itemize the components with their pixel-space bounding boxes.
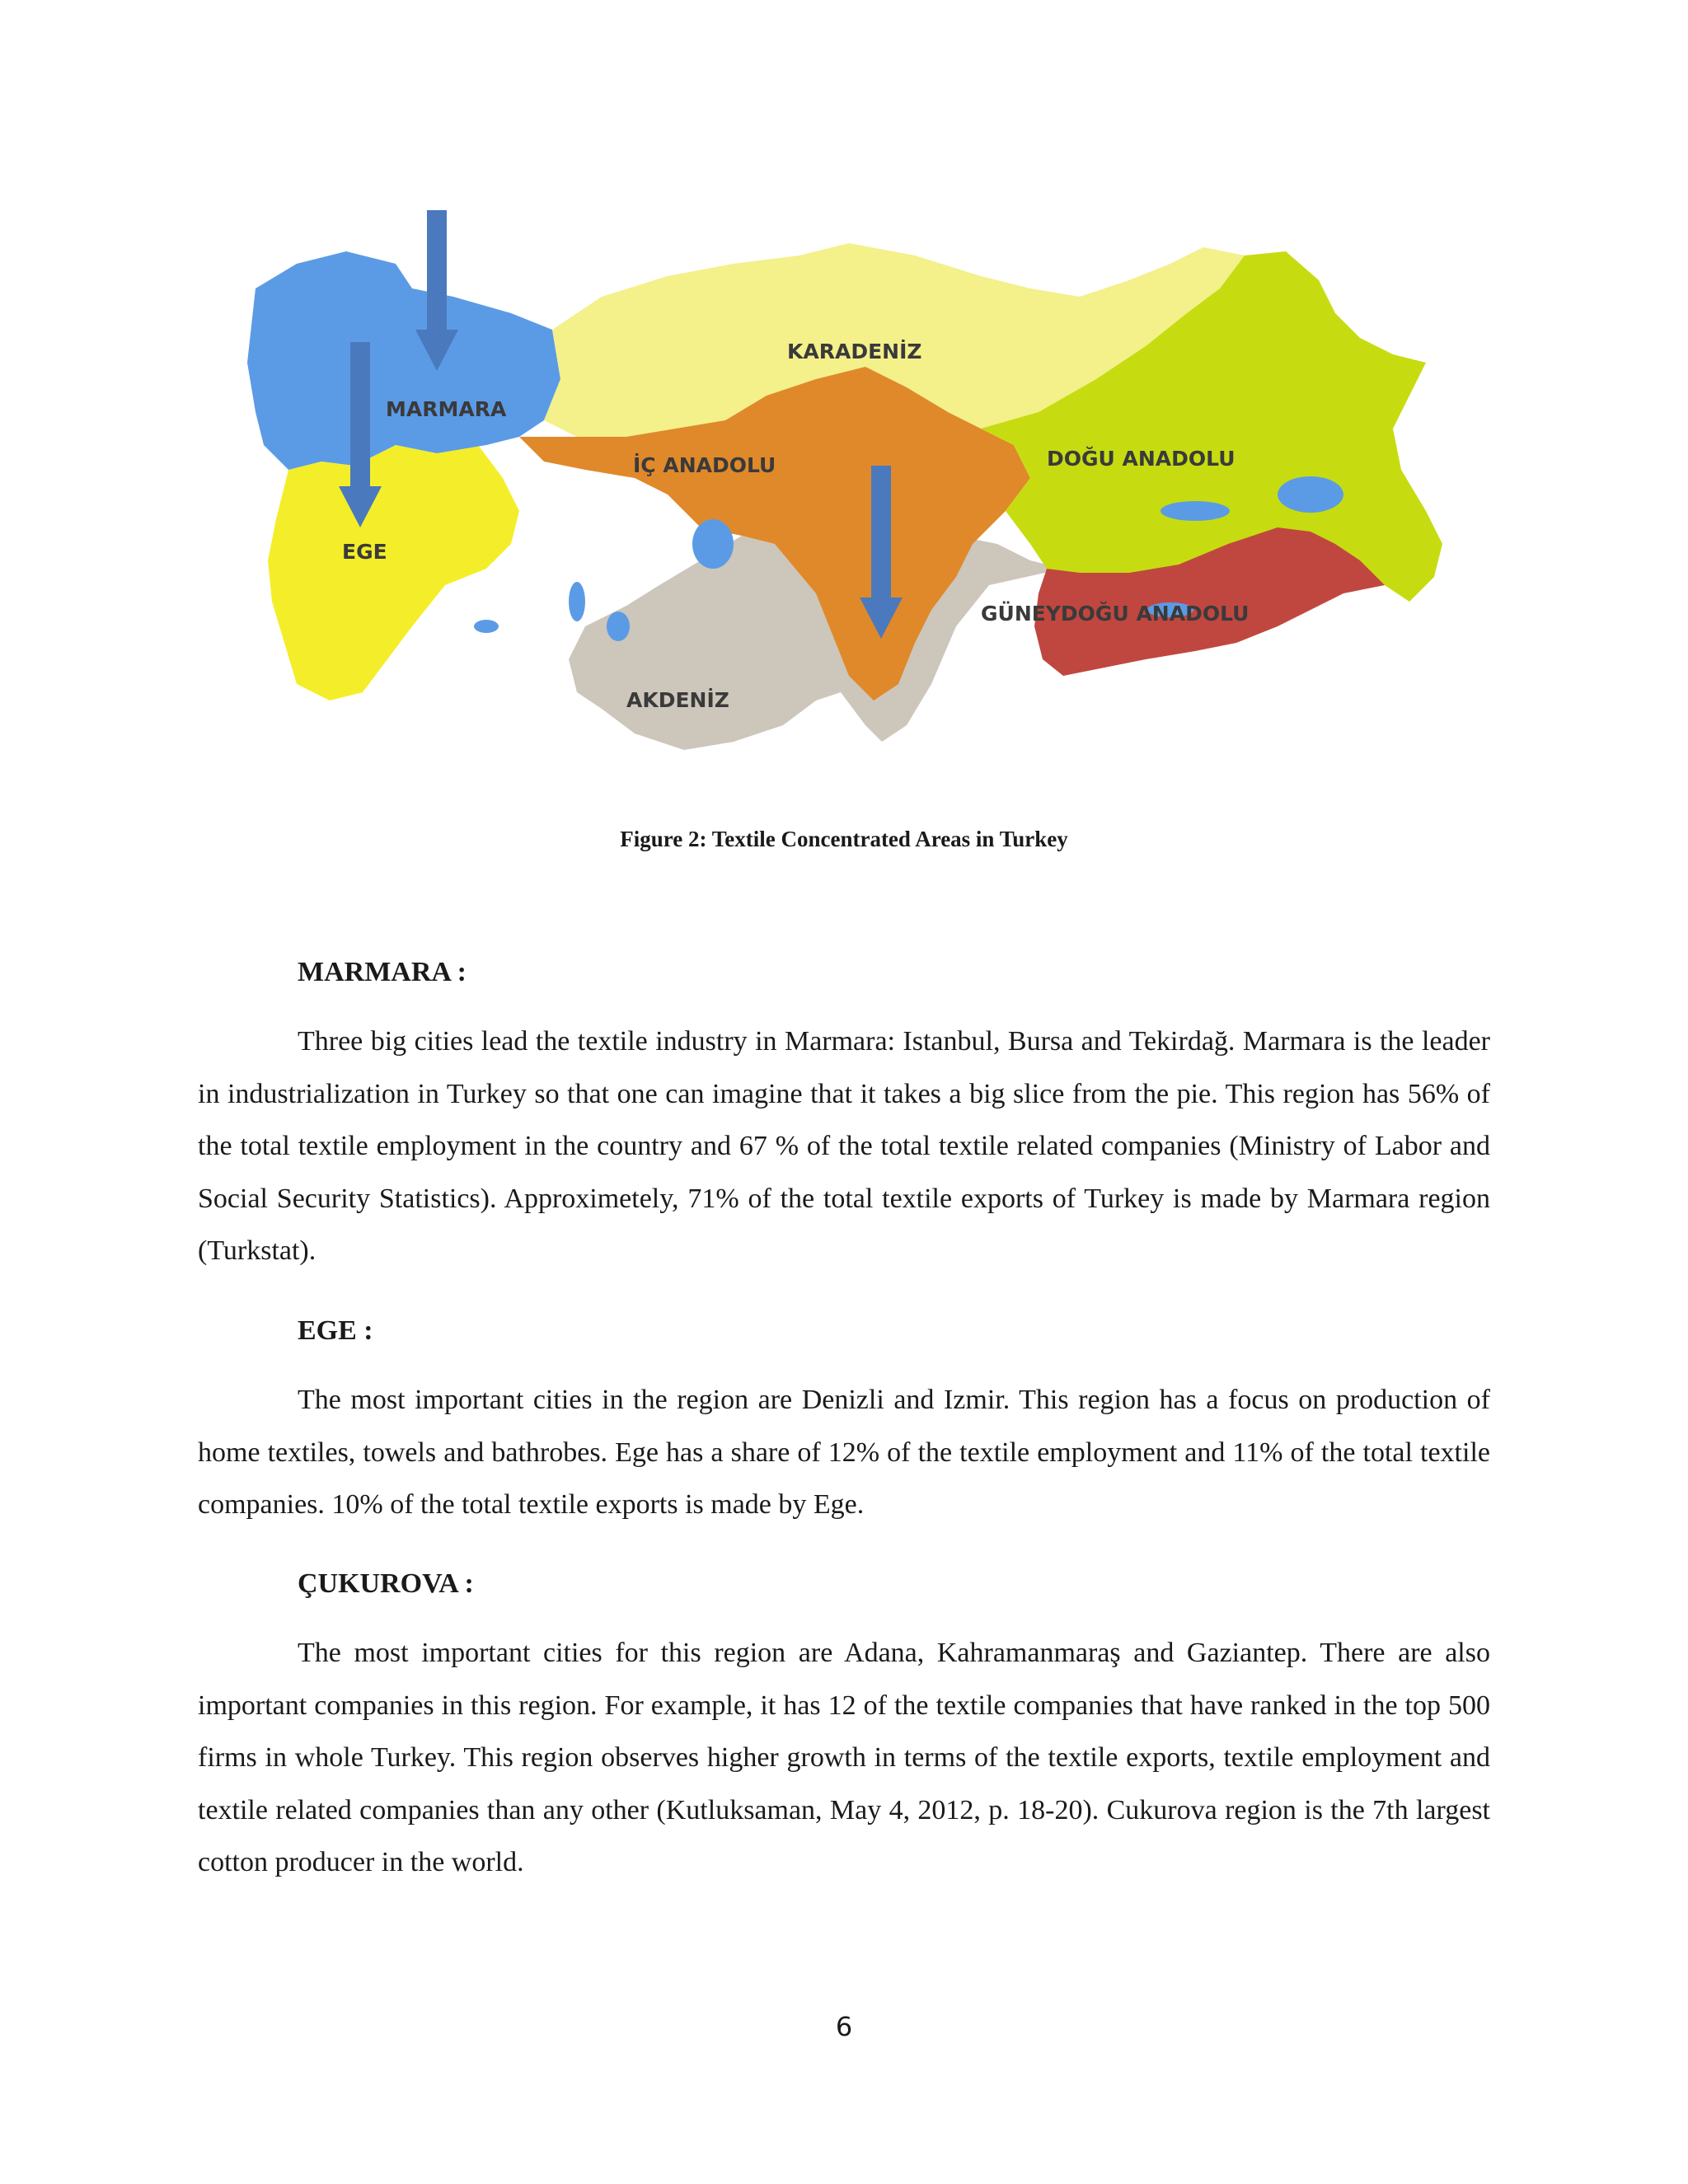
section-body-cukurova: The most important cities for this region are Adana, Kahramanmaraş and Gaziantep. There are also important companies in this region. For example, it has 12 of the textile companies that have ranked in the top 500 firms in whole Turkey. This region observes higher growth in terms of the textile exports, textile employment and textile related companies than any other (Kutluksaman, May 4, 2012, p. 18-20). Cukurova region is the 7th largest cotton producer in the world.: [198, 1638, 1490, 1877]
lake-egirdir-water: [569, 582, 585, 621]
section-body-marmara: Three big cities lead the textile industry in Marmara: Istanbul, Bursa and Tekirdağ. Marmara is the leader in industrialization in Turkey so that one can imagine that it takes a big slice from the pie. This region has 56% of the total textile employment in the country and 67 % of the total textile related companies (Ministry of Labor and Social Security Statistics). Approximetely, 71% of the total textile exports of Turkey is made by Marmara region (Turkstat).: [198, 1026, 1490, 1266]
lake-beysehir-water: [607, 612, 630, 641]
label-dogu-anadolu: DOĞU ANADOLU: [1047, 447, 1236, 471]
section-heading-cukurova: ÇUKUROVA :: [298, 1568, 474, 1599]
turkey-regions-map: [239, 198, 1459, 775]
lake-tuz-water: [692, 519, 734, 569]
region-ege: [268, 445, 519, 701]
map-svg: [239, 198, 1459, 775]
section-heading-marmara: MARMARA :: [298, 957, 467, 987]
lake-burdur-water: [474, 620, 499, 633]
section-heading-ege: EGE :: [298, 1315, 373, 1346]
label-akdeniz: AKDENİZ: [626, 688, 729, 712]
label-ic-anadolu: İÇ ANADOLU: [633, 453, 776, 477]
label-marmara: MARMARA: [386, 397, 507, 421]
label-guneydogu-anadolu: GÜNEYDOĞU ANADOLU: [981, 602, 1250, 626]
label-ege: EGE: [342, 540, 387, 564]
label-karadeniz: KARADENİZ: [787, 340, 922, 363]
lake-keban-water: [1160, 501, 1230, 521]
lake-van-water: [1278, 476, 1343, 513]
page-number: 6: [835, 2011, 853, 2042]
section-body-ege: The most important cities in the region are Denizli and Izmir. This region has a focus on production of home textiles, towels and bathrobes. Ege has a share of 12% of the textile employment and 11% of the total textile companies. 10% of the total textile exports is made by Ege.: [198, 1385, 1490, 1520]
figure-caption: Figure 2: Textile Concentrated Areas in Turkey: [620, 827, 1068, 851]
